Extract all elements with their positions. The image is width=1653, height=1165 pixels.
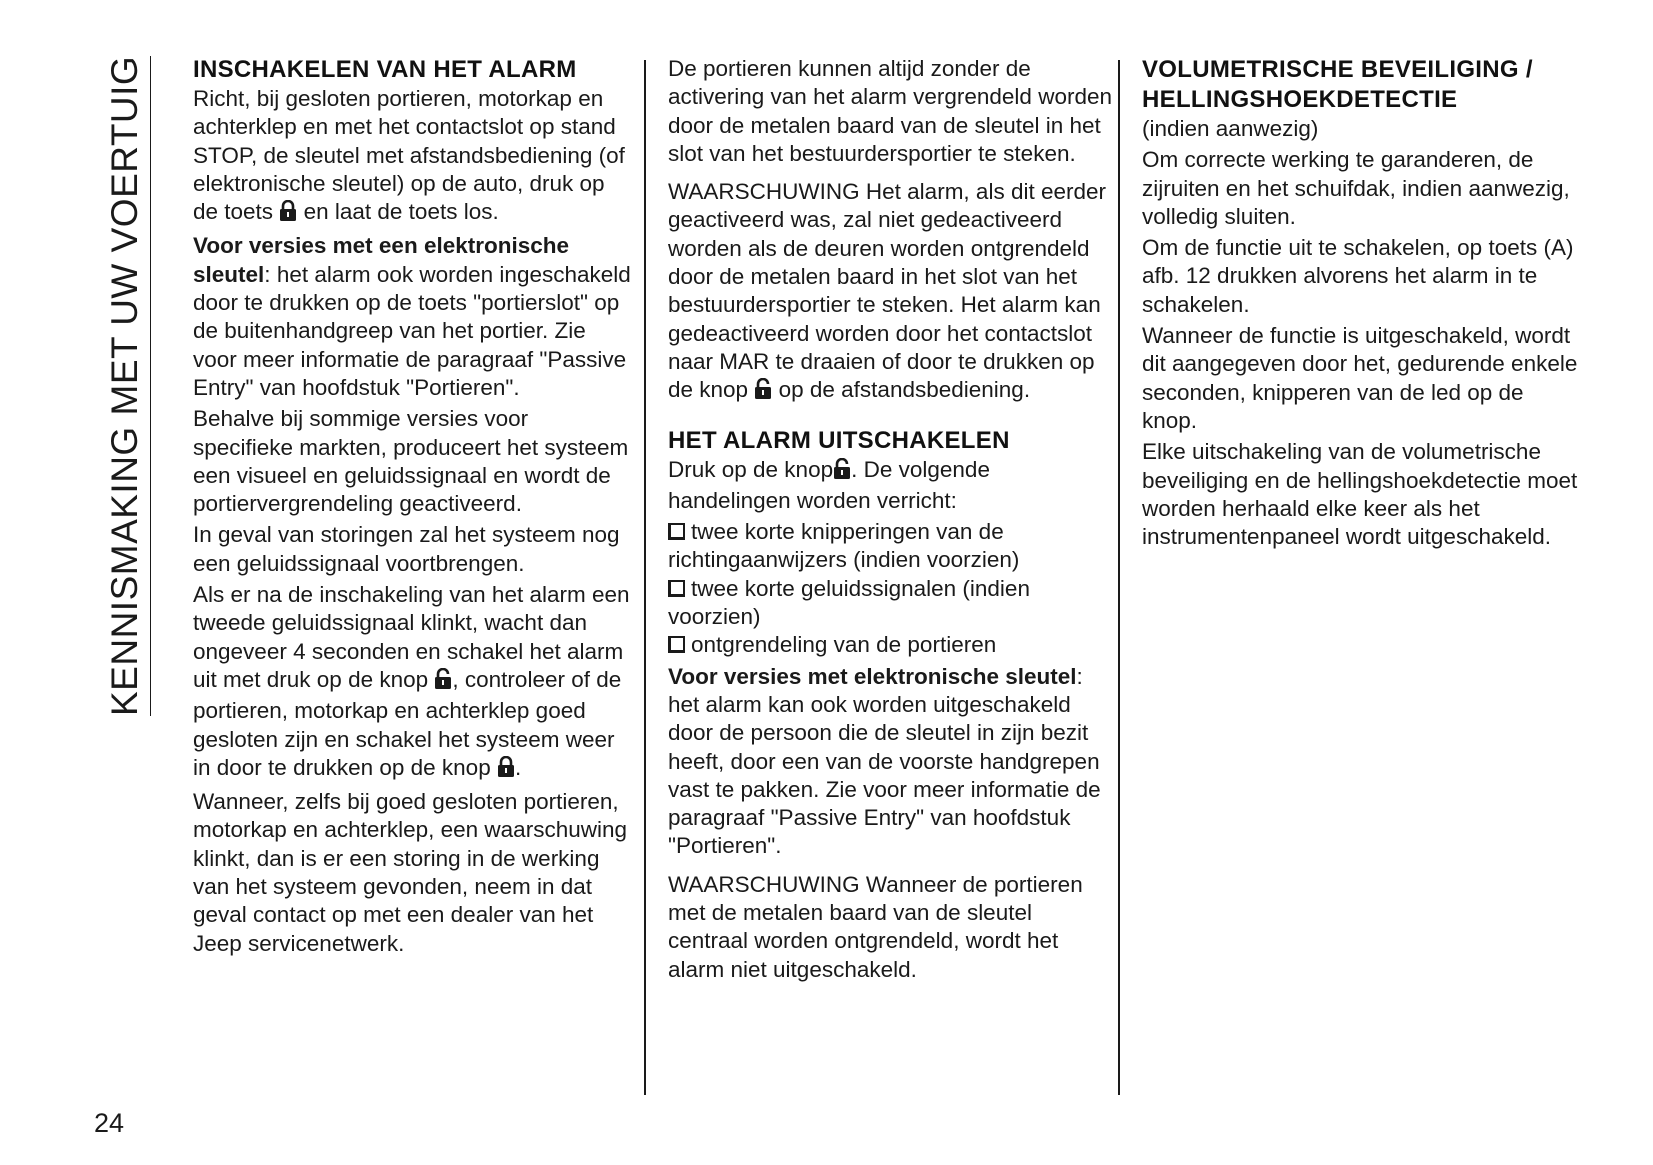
list-item-text: twee korte geluidssignalen (indien voorzien) (668, 575, 1030, 630)
paragraph: Om correcte werking te garanderen, de zijruiten en het schuifdak, indien aanwezig, volledig sluiten. (1142, 147, 1570, 229)
lock-closed-icon (497, 756, 515, 785)
column-1 (193, 55, 633, 961)
checkbox-bullet-icon (668, 523, 685, 540)
list-item-text: ontgrendeling van de portieren (691, 632, 997, 658)
list-item (668, 575, 1113, 632)
list-item (668, 518, 1113, 575)
paragraph-text: op de afstandsbediening. (778, 377, 1031, 403)
paragraph: Behalve bij sommige versies voor specifieke markten, produceert het systeem een visueel en geluidssignaal en wordt de portiervergrendeling geactiveerd. (193, 406, 629, 517)
paragraph (193, 85, 633, 229)
paragraph-text: het alarm kan ook worden uitgeschakeld door de persoon die de sleutel in zijn bezit heeft, door een van de voorste handgrepen vast te pakken. Zie voor meer informatie de paragraaf "Passive Entry" van hoofdstuk "Portieren". (668, 691, 1101, 859)
paragraph-text: het alarm ook worden ingeschakeld door te drukken op de toets "portierslot" op de buitenhandgreep van het portier. Zie voor meer informatie de paragraaf "Passive Entry" van hoofdstuk "Portieren". (193, 261, 631, 400)
colon: : (1076, 663, 1083, 689)
paragraph-text: Als er na de inschakeling van het alarm een tweede geluidssignaal klinkt, wacht dan ongeveer 4 seconden en schakel het alarm uit met druk op de knop (193, 582, 630, 692)
warning-paragraph (668, 178, 1113, 407)
section-heading-volumetric: VOLUMETRISCHE BEVEILIGING / HELLINGSHOEKDETECTIE (1142, 56, 1533, 113)
paragraph: In geval van storingen zal het systeem nog een geluidssignaal voortbrengen. (193, 522, 620, 576)
bold-lead: Voor versies met elektronische sleutel (668, 663, 1077, 689)
list-item-text: twee korte knipperingen van de richtingaanwijzers (indien voorzien) (668, 519, 1020, 573)
colon: : (264, 261, 271, 287)
section-heading-alarm-off: HET ALARM UITSCHAKELEN (668, 426, 1010, 454)
paragraph (193, 581, 633, 785)
lock-open-icon (434, 668, 452, 697)
paragraph: De portieren kunnen altijd zonder de activering van het alarm vergrendeld worden door de metalen baard van de sleutel in het slot van het bestuurdersportier te steken. (668, 56, 1112, 166)
bullet-list (668, 518, 1113, 659)
column-divider (1118, 60, 1120, 1095)
section-heading-alarm-on: INSCHAKELEN VAN HET ALARM (193, 56, 577, 83)
paragraph-text: , controleer of de portieren, motorkap en achterklep goed gesloten zijn en schakel het systeem weer in door te drukken op de knop (193, 666, 622, 780)
lock-open-icon (754, 378, 772, 407)
paragraph: Elke uitschakeling van de volumetrische beveiliging en de hellingshoekdetectie moet worden herhaald elke keer als het instrumentenpaneel wordt uitgeschakeld. (1142, 439, 1578, 550)
paragraph (193, 232, 633, 402)
lock-open-icon (833, 458, 851, 487)
paragraph-text: . De volgende handelingen worden verricht: (668, 456, 990, 513)
paragraph-text: WAARSCHUWING Het alarm, als dit eerder geactiveerd was, zal niet gedeactiveerd worden als de deuren worden ontgrendeld door de metalen baard in het slot van het bestuurdersportier te steken. Het alarm kan gedeactiveerd worden door het contactslot naar MAR te draaien of door te drukken op de knop (668, 179, 1107, 403)
paragraph (668, 663, 1113, 861)
checkbox-bullet-icon (668, 636, 685, 653)
paragraph (668, 456, 1113, 516)
warning-paragraph: WAARSCHUWING Wanneer de portieren met de metalen baard van de sleutel centraal worden ontgrendeld, wordt het alarm niet uitgeschakeld. (668, 871, 1083, 982)
paragraph: Wanneer, zelfs bij goed gesloten portieren, motorkap en achterklep, een waarschuwing klinkt, dan is er een storing in de werking van het systeem gevonden, neem in dat geval contact op met een dealer van het Jeep servicenetwerk. (193, 789, 627, 956)
paragraph: Om de functie uit te schakelen, op toets (A) afb. 12 drukken alvorens het alarm in te schakelen. (1142, 235, 1574, 317)
page-number: 24 (94, 1108, 125, 1138)
lock-closed-icon (279, 200, 297, 229)
paragraph-text: en laat de toets los. (303, 199, 499, 225)
column-divider (644, 60, 646, 1095)
checkbox-bullet-icon (668, 580, 685, 597)
paragraph-text: Druk op de knop (668, 456, 834, 482)
chapter-side-title: KENNISMAKING MET UW VOERTUIG (100, 56, 151, 716)
column-2 (668, 55, 1113, 987)
paragraph: (indien aanwezig) (1142, 116, 1319, 141)
paragraph-text: . (514, 754, 522, 780)
paragraph: Wanneer de functie is uitgeschakeld, wordt dit aangegeven door het, gedurende enkele seconden, knipperen van de led op de knop. (1142, 323, 1578, 433)
column-3 (1142, 55, 1582, 554)
paragraph-text: Richt, bij gesloten portieren, motorkap en achterklep en met het contactslot op stand STOP, de sleutel met afstandsbediening (of elektronische sleutel) op de auto, druk op de toets (193, 86, 625, 225)
bold-lead: Voor versies met een elektronische sleutel (193, 233, 570, 287)
list-item (668, 631, 1113, 659)
